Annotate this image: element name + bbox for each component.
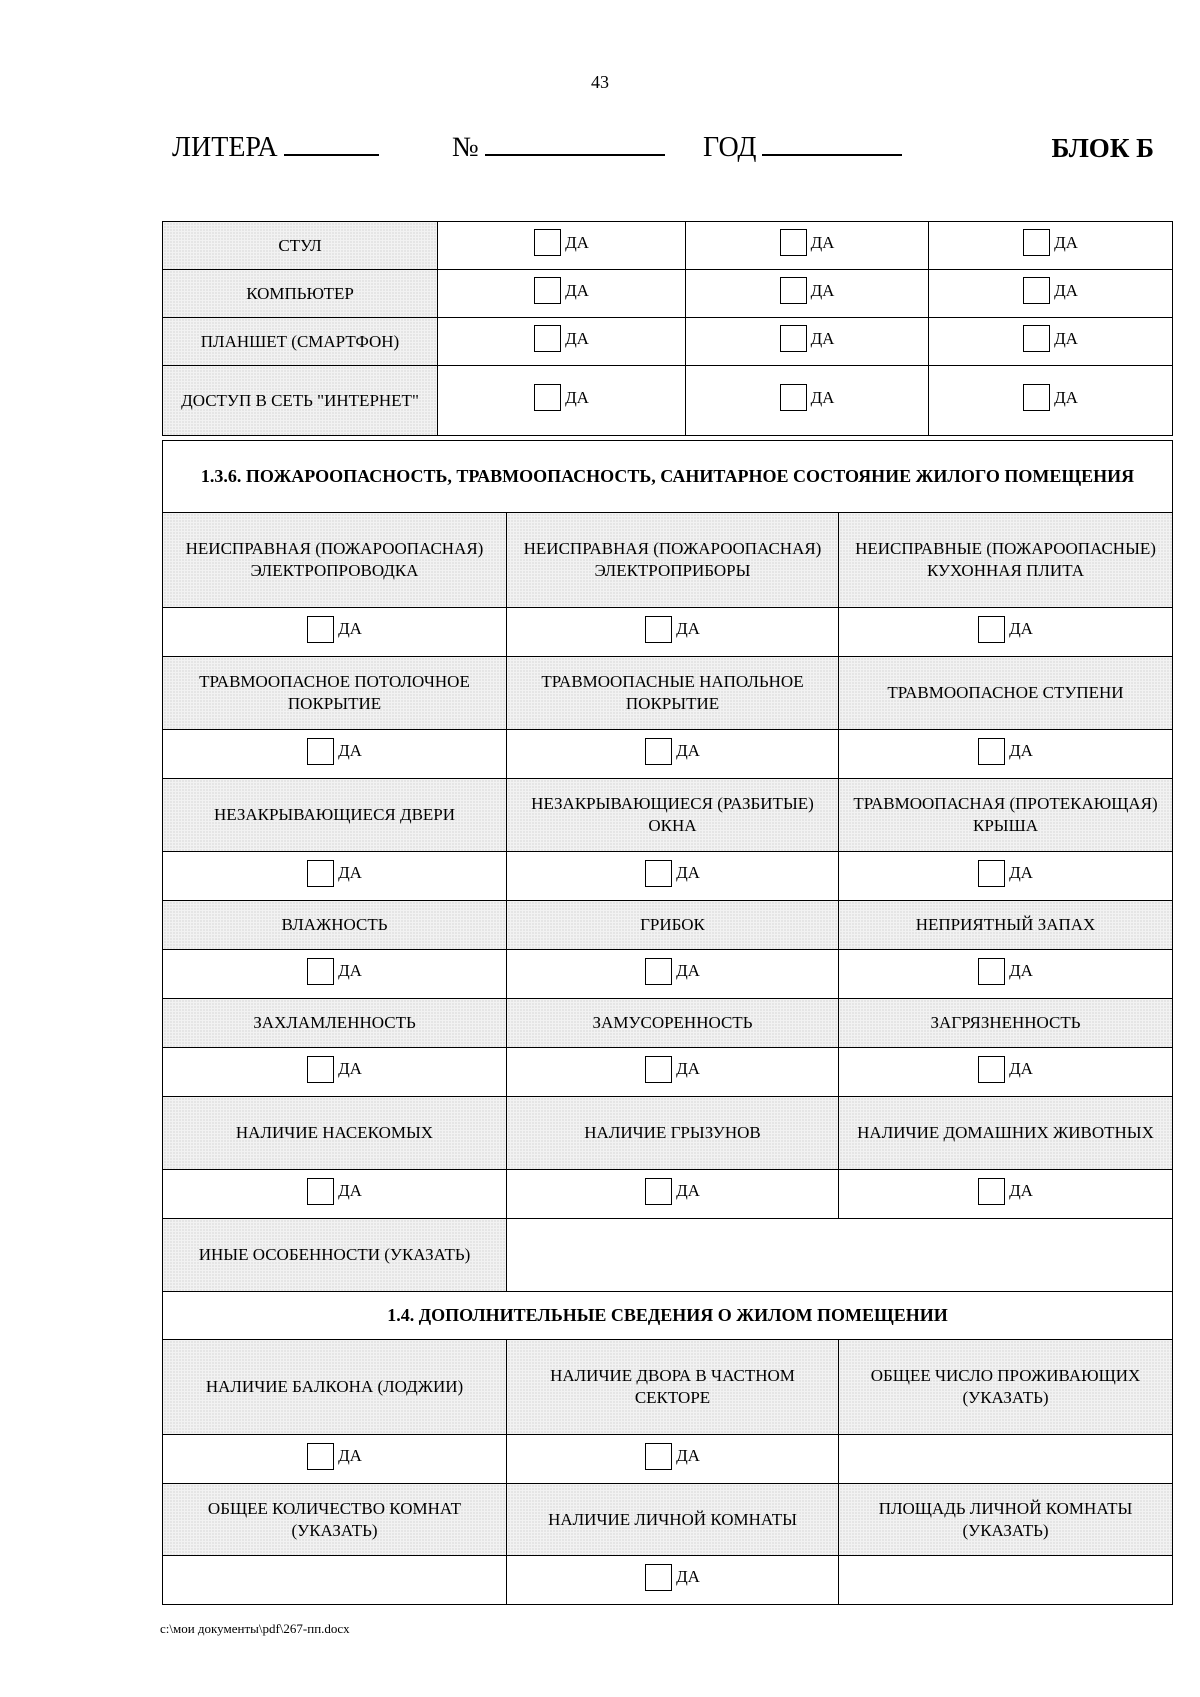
checkbox-square[interactable] (645, 958, 672, 985)
checkbox-cell (163, 852, 507, 901)
equipment-yes-cell (686, 270, 929, 318)
equipment-yes-cell (929, 366, 1173, 436)
item-label (507, 901, 839, 950)
equipment-row (163, 366, 1173, 436)
item-label (839, 779, 1173, 852)
yes-checkbox[interactable] (978, 738, 1033, 765)
cell-label: ТРАВМООПАСНОЕ ПОТОЛОЧНОЕ ПОКРЫТИЕ (199, 672, 470, 713)
yes-checkbox[interactable] (645, 860, 700, 887)
equipment-row (163, 222, 1173, 270)
checkbox-square[interactable] (645, 1056, 672, 1083)
labels-row (163, 779, 1173, 852)
section-title-row (163, 1292, 1173, 1340)
item-label (507, 1340, 839, 1435)
checkbox-square[interactable] (307, 1178, 334, 1205)
yes-label: ДА (1054, 280, 1078, 300)
main-table (162, 440, 1173, 1605)
checkbox-square[interactable] (645, 738, 672, 765)
checkbox-row (163, 1556, 1173, 1605)
yes-label: ДА (676, 619, 700, 638)
cell-label: ВЛАЖНОСТЬ (281, 915, 388, 934)
yes-checkbox[interactable] (645, 738, 700, 765)
item-label (507, 779, 839, 852)
checkbox-cell (163, 730, 507, 779)
equipment-yes-checkbox[interactable] (780, 229, 835, 256)
item-label (163, 779, 507, 852)
labels-row (163, 513, 1173, 608)
number-label: № (452, 132, 479, 163)
equipment-yes-checkbox[interactable] (1023, 277, 1078, 304)
yes-checkbox[interactable] (645, 1178, 700, 1205)
litera-field (172, 128, 379, 168)
yes-label: ДА (810, 387, 835, 407)
yes-label: ДА (338, 1059, 362, 1078)
checkbox-cell (507, 950, 839, 999)
cell-label: НАЛИЧИЕ ГРЫЗУНОВ (584, 1123, 761, 1142)
checkbox-square[interactable] (534, 325, 561, 352)
yes-label: ДА (565, 328, 589, 348)
item-label (507, 1097, 839, 1170)
yes-checkbox[interactable] (307, 1178, 362, 1205)
equipment-table (162, 221, 1173, 436)
equipment-yes-cell (438, 222, 686, 270)
labels-row (163, 999, 1173, 1048)
checkbox-cell (839, 950, 1173, 999)
checkbox-row (163, 1435, 1173, 1484)
yes-checkbox[interactable] (978, 1178, 1033, 1205)
checkbox-cell (839, 608, 1173, 657)
checkbox-square[interactable] (307, 1056, 334, 1083)
yes-label: ДА (676, 741, 700, 760)
item-label (163, 999, 507, 1048)
checkbox-square[interactable] (1023, 325, 1050, 352)
checkbox-cell (507, 1435, 839, 1484)
cell-label: ДОСТУП В СЕТЬ "ИНТЕРНЕТ" (181, 390, 419, 410)
number-field (452, 128, 665, 168)
checkbox-cell (507, 1170, 839, 1219)
litera-input-line[interactable] (284, 128, 379, 156)
checkbox-square[interactable] (307, 738, 334, 765)
checkbox-row (163, 730, 1173, 779)
yes-label: ДА (676, 1181, 700, 1200)
item-label (839, 1097, 1173, 1170)
checkbox-cell (507, 1048, 839, 1097)
cell-label: НЕИСПРАВНАЯ (ПОЖАРООПАСНАЯ) ЭЛЕКТРОПРОВОДКА (185, 539, 484, 580)
yes-label: ДА (810, 280, 835, 300)
yes-label: ДА (1009, 1059, 1033, 1078)
checkbox-row (163, 950, 1173, 999)
yes-label: ДА (676, 961, 700, 980)
checkbox-square[interactable] (780, 325, 807, 352)
equipment-yes-cell (686, 366, 929, 436)
equipment-label (163, 366, 438, 436)
labels-row (163, 1484, 1173, 1556)
checkbox-cell (163, 1048, 507, 1097)
item-label (839, 1484, 1173, 1556)
checkbox-square[interactable] (780, 384, 807, 411)
item-label (839, 1340, 1173, 1435)
yes-label: ДА (810, 232, 835, 252)
yes-label: ДА (676, 1567, 700, 1586)
checkbox-square[interactable] (978, 616, 1005, 643)
cell-label: ИНЫЕ ОСОБЕННОСТИ (УКАЗАТЬ) (198, 1245, 471, 1264)
item-label (507, 657, 839, 730)
yes-label: ДА (338, 741, 362, 760)
cell-label: ТРАВМООПАСНОЕ СТУПЕНИ (887, 683, 1124, 702)
item-label (163, 901, 507, 950)
yes-label: ДА (1054, 387, 1078, 407)
equipment-yes-checkbox[interactable] (1023, 229, 1078, 256)
item-label (839, 999, 1173, 1048)
equipment-yes-cell (438, 366, 686, 436)
equipment-row (163, 270, 1173, 318)
equipment-yes-cell (686, 222, 929, 270)
item-label (163, 1340, 507, 1435)
yes-label: ДА (676, 863, 700, 882)
yes-label: ДА (1009, 619, 1033, 638)
checkbox-cell (839, 1048, 1173, 1097)
value-cell[interactable] (163, 1556, 507, 1605)
checkbox-square[interactable] (1023, 384, 1050, 411)
checkbox-square[interactable] (307, 616, 334, 643)
equipment-yes-checkbox[interactable] (780, 325, 835, 352)
yes-label: ДА (1009, 1181, 1033, 1200)
checkbox-square[interactable] (307, 958, 334, 985)
equipment-yes-checkbox[interactable] (534, 229, 589, 256)
checkbox-square[interactable] (307, 860, 334, 887)
section-title (163, 1292, 1173, 1340)
yes-checkbox[interactable] (978, 860, 1033, 887)
cell-label: 1.4. ДОПОЛНИТЕЛЬНЫЕ СВЕДЕНИЯ О ЖИЛОМ ПОМЕЩЕНИИ (387, 1305, 948, 1325)
yes-label: ДА (338, 619, 362, 638)
checkbox-square[interactable] (534, 384, 561, 411)
equipment-yes-checkbox[interactable] (534, 277, 589, 304)
checkbox-row (163, 1048, 1173, 1097)
yes-checkbox[interactable] (307, 616, 362, 643)
yes-checkbox[interactable] (307, 738, 362, 765)
yes-label: ДА (1054, 232, 1078, 252)
yes-checkbox[interactable] (307, 1443, 362, 1470)
cell-label: ТРАВМООПАСНАЯ (ПРОТЕКАЮЩАЯ) КРЫША (853, 794, 1158, 835)
item-label (839, 657, 1173, 730)
cell-label: ГРИБОК (640, 915, 705, 934)
equipment-yes-checkbox[interactable] (534, 384, 589, 411)
yes-label: ДА (810, 328, 835, 348)
cell-label: НАЛИЧИЕ ЛИЧНОЙ КОМНАТЫ (548, 1509, 797, 1529)
value-cell[interactable] (839, 1556, 1173, 1605)
equipment-row (163, 318, 1173, 366)
cell-label: ПЛОЩАДЬ ЛИЧНОЙ КОМНАТЫ (УКАЗАТЬ) (878, 1498, 1133, 1540)
checkbox-cell (163, 1435, 507, 1484)
yes-checkbox[interactable] (645, 616, 700, 643)
cell-label: ТРАВМООПАСНЫЕ НАПОЛЬНОЕ ПОКРЫТИЕ (541, 672, 804, 713)
item-label (163, 513, 507, 608)
equipment-yes-cell (929, 270, 1173, 318)
checkbox-square[interactable] (645, 860, 672, 887)
cell-label: НАЛИЧИЕ ДВОРА В ЧАСТНОМ СЕКТОРЕ (550, 1366, 795, 1407)
checkbox-cell (839, 730, 1173, 779)
equipment-label (163, 270, 438, 318)
yes-label: ДА (338, 1446, 362, 1465)
yes-checkbox[interactable] (978, 958, 1033, 985)
year-label: ГОД (703, 132, 757, 163)
cell-label: НЕЗАКРЫВАЮЩИЕСЯ ДВЕРИ (213, 805, 456, 824)
checkbox-square[interactable] (978, 738, 1005, 765)
checkbox-square[interactable] (978, 860, 1005, 887)
yes-checkbox[interactable] (307, 1056, 362, 1083)
cell-label: ОБЩЕЕ КОЛИЧЕСТВО КОМНАТ (УКАЗАТЬ) (207, 1498, 462, 1540)
equipment-yes-cell (438, 270, 686, 318)
equipment-yes-checkbox[interactable] (780, 384, 835, 411)
equipment-yes-cell (686, 318, 929, 366)
equipment-yes-cell (929, 318, 1173, 366)
equipment-yes-checkbox[interactable] (1023, 384, 1078, 411)
yes-label: ДА (676, 1059, 700, 1078)
checkbox-cell (839, 852, 1173, 901)
checkbox-cell (163, 1170, 507, 1219)
checkbox-square[interactable] (534, 229, 561, 256)
section-title-row (163, 441, 1173, 513)
checkbox-square[interactable] (978, 1178, 1005, 1205)
checkbox-row (163, 852, 1173, 901)
item-label (507, 513, 839, 608)
yes-checkbox[interactable] (645, 958, 700, 985)
yes-label: ДА (1009, 741, 1033, 760)
other-features-row (163, 1219, 1173, 1292)
cell-label: НЕИСПРАВНАЯ (ПОЖАРООПАСНАЯ) ЭЛЕКТРОПРИБОРЫ (523, 539, 822, 580)
checkbox-cell (507, 852, 839, 901)
number-input-line[interactable] (485, 128, 665, 156)
value-cell[interactable] (839, 1435, 1173, 1484)
item-label (839, 901, 1173, 950)
cell-label: НЕЗАКРЫВАЮЩИЕСЯ (РАЗБИТЫЕ) ОКНА (531, 794, 814, 835)
cell-label: ОБЩЕЕ ЧИСЛО ПРОЖИВАЮЩИХ (УКАЗАТЬ) (870, 1366, 1141, 1407)
equipment-yes-cell (438, 318, 686, 366)
equipment-yes-checkbox[interactable] (534, 325, 589, 352)
yes-checkbox[interactable] (978, 616, 1033, 643)
yes-label: ДА (1009, 863, 1033, 882)
item-label (163, 1484, 507, 1556)
equipment-label (163, 318, 438, 366)
labels-row (163, 901, 1173, 950)
checkbox-square[interactable] (534, 277, 561, 304)
labels-row (163, 1340, 1173, 1435)
checkbox-cell (507, 1556, 839, 1605)
checkbox-square[interactable] (307, 1443, 334, 1470)
cell-label: СТУЛ (278, 235, 322, 255)
item-label (839, 513, 1173, 608)
cell-label: НАЛИЧИЕ НАСЕКОМЫХ (235, 1123, 434, 1142)
yes-label: ДА (338, 961, 362, 980)
year-input-line[interactable] (762, 128, 902, 156)
year-field (703, 128, 902, 168)
cell-label: ЗАМУСОРЕННОСТЬ (592, 1013, 753, 1032)
yes-label: ДА (338, 863, 362, 882)
yes-checkbox[interactable] (307, 958, 362, 985)
yes-label: ДА (676, 1446, 700, 1465)
checkbox-square[interactable] (645, 1443, 672, 1470)
checkbox-square[interactable] (1023, 277, 1050, 304)
section-title (163, 441, 1173, 513)
yes-checkbox[interactable] (645, 1564, 700, 1591)
cell-label: НЕИСПРАВНЫЕ (ПОЖАРООПАСНЫЕ) КУХОННАЯ ПЛИТА (855, 539, 1156, 580)
yes-label: ДА (338, 1181, 362, 1200)
cell-label: 1.3.6. ПОЖАРООПАСНОСТЬ, ТРАВМООПАСНОСТЬ, САНИТАРНОЕ СОСТОЯНИЕ ЖИЛОГО ПОМЕЩЕНИЯ (200, 466, 1135, 486)
cell-label: КОМПЬЮТЕР (246, 283, 354, 303)
yes-label: ДА (1009, 961, 1033, 980)
cell-label: ЗАХЛАМЛЕННОСТЬ (253, 1013, 416, 1032)
checkbox-cell (839, 1170, 1173, 1219)
item-label (163, 657, 507, 730)
cell-label: ПЛАНШЕТ (СМАРТФОН) (200, 331, 400, 351)
checkbox-square[interactable] (780, 229, 807, 256)
checkbox-square[interactable] (978, 1056, 1005, 1083)
other-features-label (163, 1219, 507, 1292)
cell-label: ЗАГРЯЗНЕННОСТЬ (930, 1013, 1081, 1032)
litera-label: ЛИТЕРА (172, 132, 278, 163)
checkbox-row (163, 608, 1173, 657)
checkbox-square[interactable] (1023, 229, 1050, 256)
checkbox-row (163, 1170, 1173, 1219)
labels-row (163, 1097, 1173, 1170)
page-number: 43 (591, 72, 609, 92)
yes-checkbox[interactable] (978, 1056, 1033, 1083)
checkbox-cell (507, 730, 839, 779)
checkbox-square[interactable] (645, 1178, 672, 1205)
footer-file-path: c:\мои документы\pdf\267-пп.docx (160, 1621, 350, 1636)
other-features-input[interactable] (507, 1219, 1173, 1292)
checkbox-square[interactable] (645, 1564, 672, 1591)
checkbox-cell (163, 608, 507, 657)
yes-checkbox[interactable] (307, 860, 362, 887)
item-label (507, 999, 839, 1048)
checkbox-square[interactable] (978, 958, 1005, 985)
checkbox-cell (507, 608, 839, 657)
checkbox-square[interactable] (780, 277, 807, 304)
yes-label: ДА (565, 280, 589, 300)
checkbox-square[interactable] (645, 616, 672, 643)
yes-checkbox[interactable] (645, 1056, 700, 1083)
labels-row (163, 657, 1173, 730)
equipment-label (163, 222, 438, 270)
cell-label: НАЛИЧИЕ БАЛКОНА (ЛОДЖИИ) (205, 1377, 464, 1396)
yes-checkbox[interactable] (645, 1443, 700, 1470)
yes-label: ДА (1054, 328, 1078, 348)
yes-label: ДА (565, 387, 589, 407)
checkbox-cell (163, 950, 507, 999)
equipment-yes-checkbox[interactable] (1023, 325, 1078, 352)
cell-label: НАЛИЧИЕ ДОМАШНИХ ЖИВОТНЫХ (857, 1123, 1154, 1142)
block-label: БЛОК Б (1051, 133, 1154, 163)
equipment-yes-cell (929, 222, 1173, 270)
equipment-yes-checkbox[interactable] (780, 277, 835, 304)
cell-label: НЕПРИЯТНЫЙ ЗАПАХ (915, 915, 1096, 934)
item-label (507, 1484, 839, 1556)
item-label (163, 1097, 507, 1170)
yes-label: ДА (565, 232, 589, 252)
